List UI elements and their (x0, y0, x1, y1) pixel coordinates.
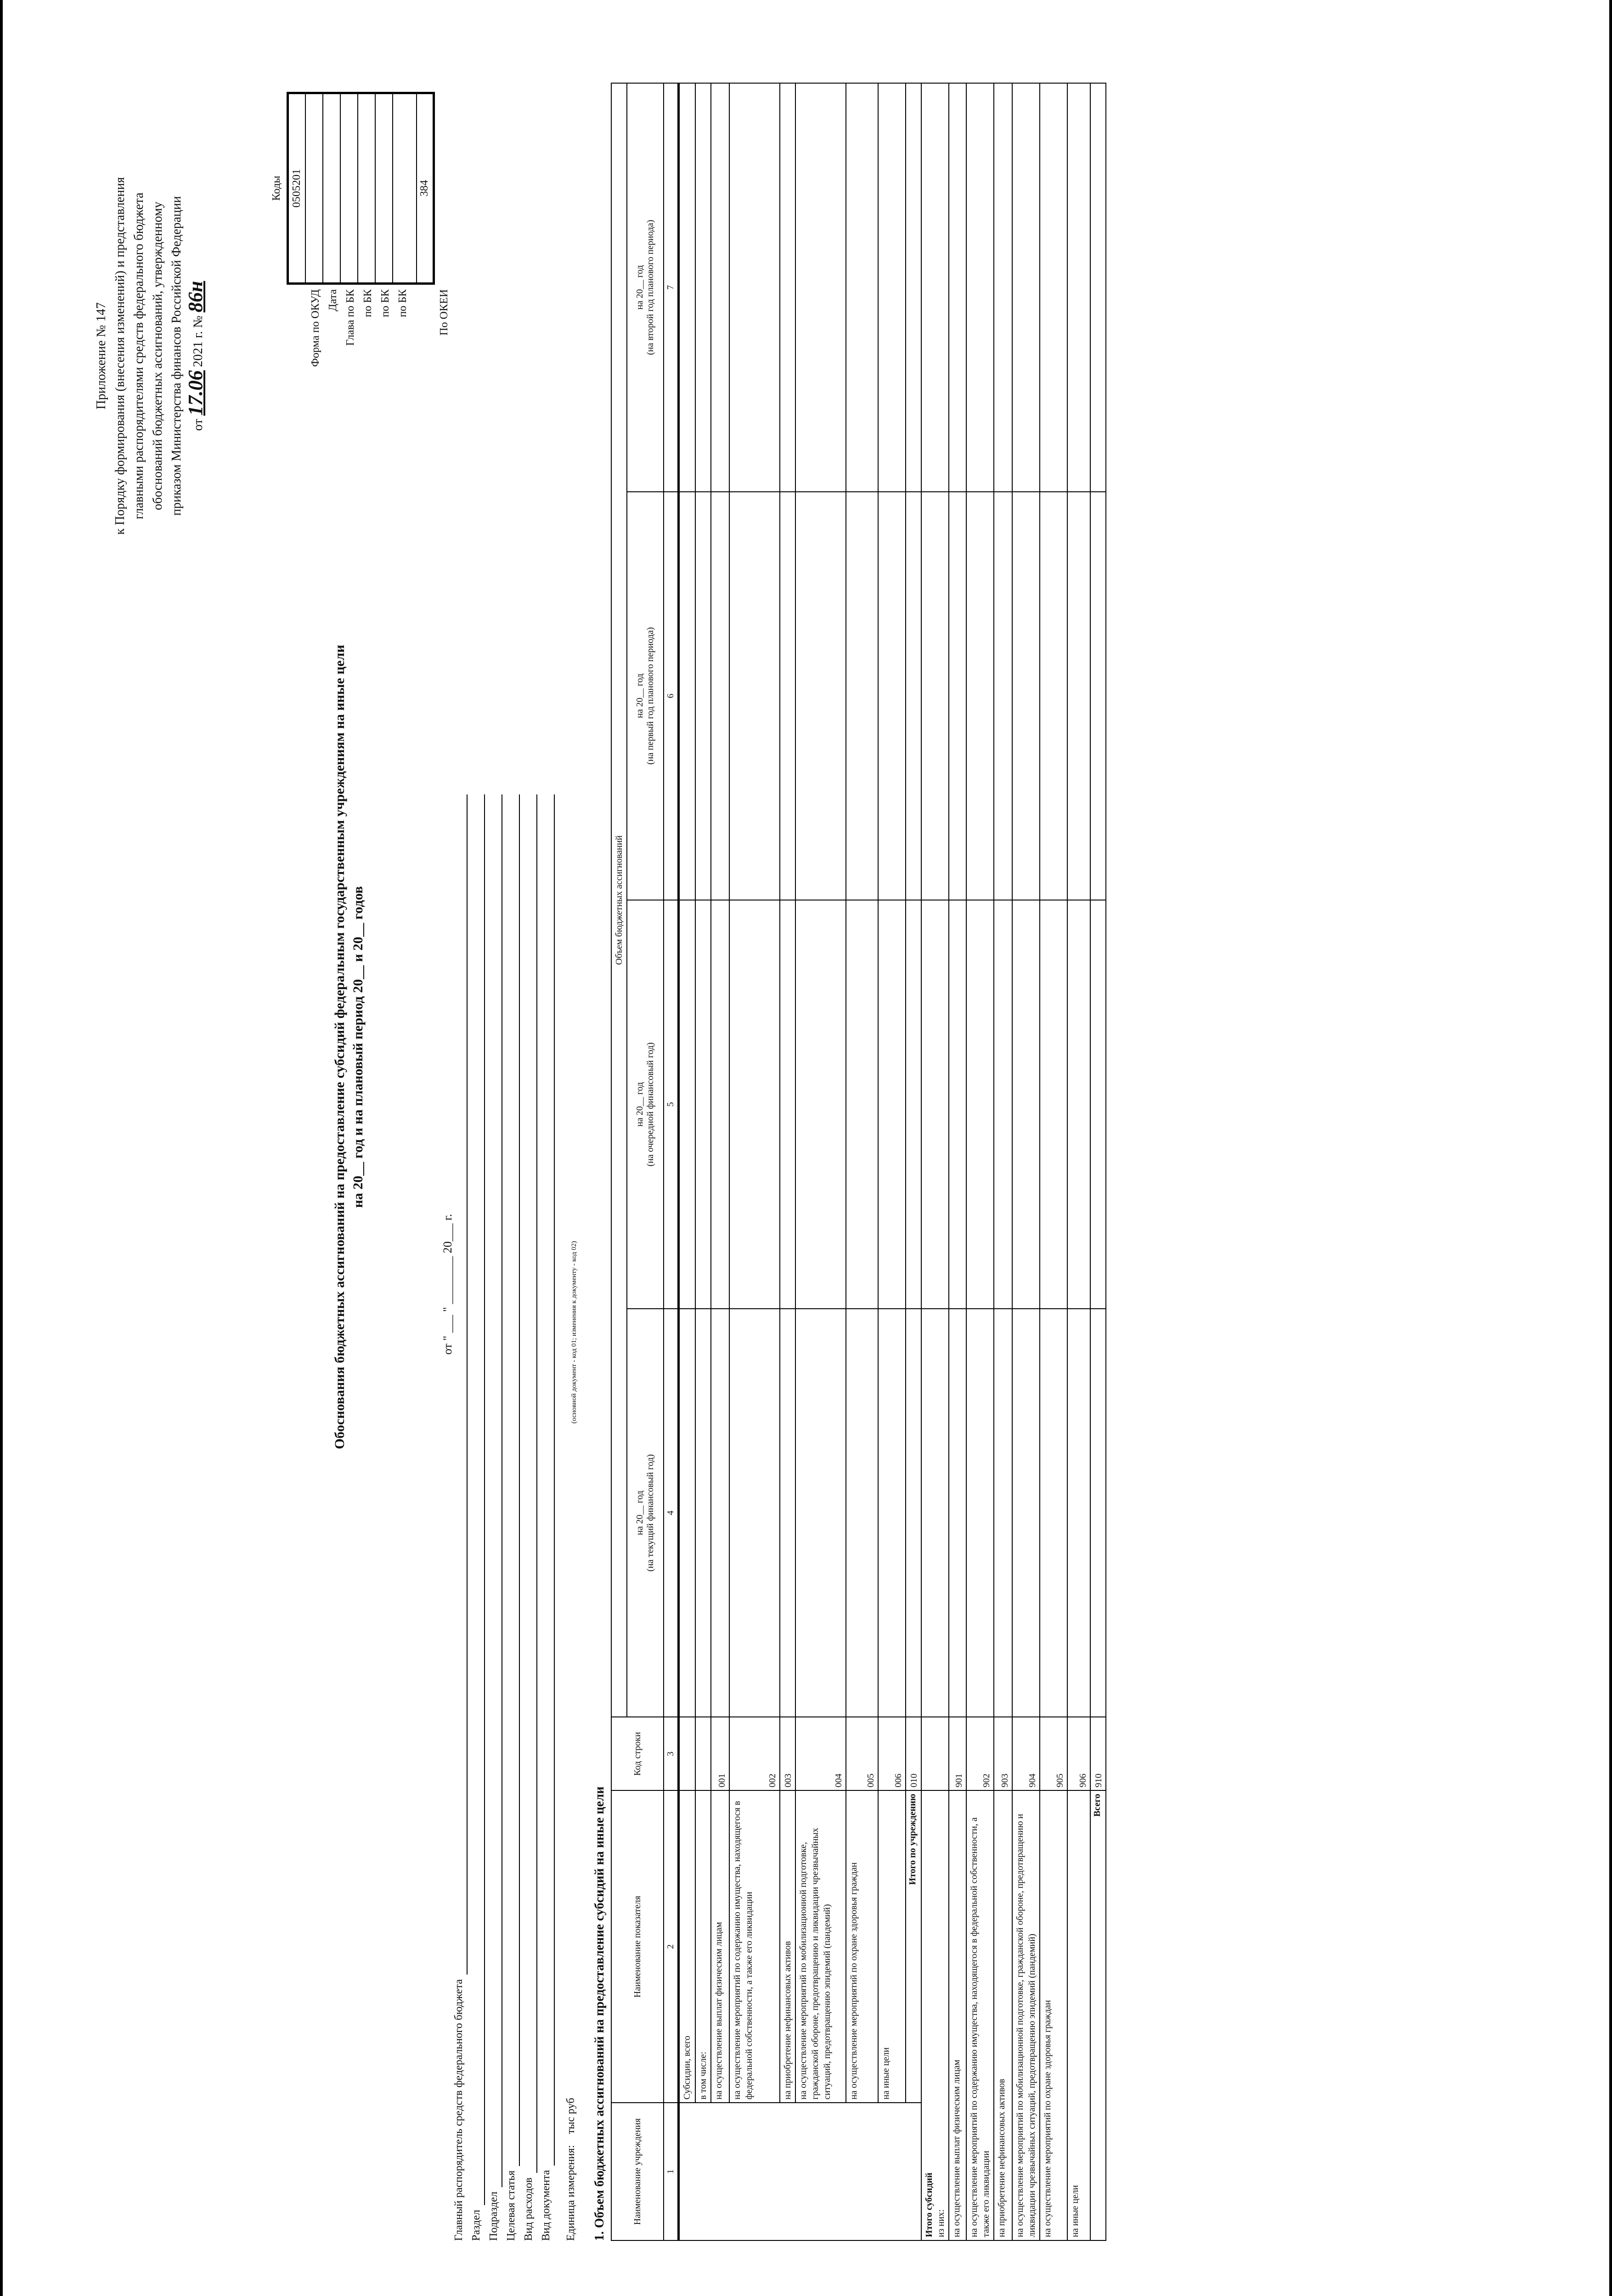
code-bk (375, 93, 393, 284)
header-field: Целевая статья (502, 1667, 520, 2241)
header-field: Главный распорядитель средств федерального бюджета (450, 1667, 468, 2241)
table-row: Субсидии, всего (679, 83, 695, 2240)
code-okud: 0505201 (288, 93, 305, 284)
header-fields (450, 1667, 555, 2241)
rotated-form-page (83, 83, 1534, 2250)
table-row: на осуществление мероприятий по мобилизационной подготовке, гражданской обороне, предотвращению и ликвидации чрезвычайных ситуаций, предотвращению эпидемий (пандемий) 004 (795, 83, 846, 2240)
col-head-year: на 20__ год (на текущий финансовый год) (627, 1309, 664, 1717)
code-label: По ОКЕИ (438, 289, 450, 336)
handwritten-number: 86н (184, 281, 207, 313)
header-field-lines (450, 794, 555, 1667)
code-label (411, 289, 435, 427)
code-blank (393, 93, 417, 284)
field-line (468, 794, 485, 1667)
codes-box (266, 92, 435, 285)
code-label: по БК (379, 289, 391, 317)
institution-name-cell[interactable] (679, 2103, 921, 2240)
code-bk (340, 93, 358, 284)
code-label: Глава по БК (344, 289, 356, 346)
section-title: 1. Объем бюджетных ассигнований на предоставление субсидий на иные цели (592, 1786, 607, 2241)
code-bk (358, 93, 375, 284)
codes-table (287, 92, 435, 285)
grand-total-row: Всего 910 (1090, 83, 1106, 2240)
summary-row: на осуществление мероприятий по мобилизационной подготовке, гражданской обороне, предотвращению и ликвидации чрезвычайных ситуаций, предотвращению эпидемий (пандемий) 904 (1012, 83, 1040, 2240)
table-row: на осуществление мероприятий по охране здоровья граждан 005 (846, 83, 878, 2240)
table-row: на осуществление мероприятий по содержанию имущества, находящегося в федеральной собственности, а также его ликвидации 002 (729, 83, 780, 2240)
appendix-block (92, 92, 208, 620)
summary-row: на осуществление выплат физическим лицам 901 (949, 83, 966, 2240)
unit-of-measure: Единица измерения: тыс руб (565, 2098, 577, 2241)
appendix-date: от 17.06 2021 г. № 86н (184, 281, 207, 431)
table-row: на осуществление выплат физическим лицам 001 (711, 83, 729, 2240)
appendix-line: обоснований бюджетных ассигнований, утвержденному (151, 202, 165, 510)
col-head-indicator: Наименование показателя (611, 1790, 664, 2103)
code-label: Дата (327, 289, 339, 311)
col-head-year: на 20__ год (на очередной финансовый год) (627, 900, 664, 1309)
header-field: Подраздел (485, 1667, 502, 2241)
summary-row: на приобретение нефинансовых активов 903 (994, 83, 1012, 2240)
code-okei: 384 (417, 93, 434, 284)
field-line (450, 794, 468, 1667)
appendix-line: приказом Министерства финансов Российской Федерации (169, 196, 184, 516)
summary-row: на осуществление мероприятий по содержанию имущества, находящегося в федеральной собственности, а также его ликвидации 902 (966, 83, 994, 2240)
summary-row: на осуществление мероприятий по охране здоровья граждан 905 (1040, 83, 1067, 2240)
summary-row: на иные цели 906 (1067, 83, 1090, 2240)
appendix-line: главными распорядителями средств федерального бюджета (132, 192, 146, 519)
code-glava (323, 93, 340, 284)
header-field: Вид документа (537, 1667, 555, 2241)
subsidy-table (611, 83, 1106, 2241)
col-head-year: на 20__ год (на первый год планового периода) (627, 492, 664, 900)
document-date-line: от " ___ " ________ 20___ г. (441, 1214, 454, 1355)
codes-labels (307, 289, 453, 427)
col-head-year: на 20__ год (на второй год планового периода) (627, 83, 664, 492)
header-field: Вид расходов (520, 1667, 537, 2241)
code-label: по БК (397, 289, 409, 317)
field-line (537, 794, 555, 1667)
code-date (305, 93, 323, 284)
form-title: Обоснования бюджетных ассигнований на предоставление субсидий федеральным государственным учреждениям на иные цели на 20__ год и на плановый период 20__ и 20__ годов (332, 645, 366, 1449)
table-row: на иные цели 006 (878, 83, 906, 2240)
col-head-code: Код строки (611, 1717, 664, 1790)
field-line (502, 794, 520, 1667)
code-label: по БК (362, 289, 374, 317)
table-row: на приобретение нефинансовых активов 003 (780, 83, 795, 2240)
code-label: Форма по ОКУД (310, 289, 321, 367)
field-line (520, 794, 537, 1667)
col-head-volume: Объем бюджетных ассигнований (611, 83, 627, 1717)
summary-title-row: Итого субсидий из них: (921, 83, 949, 2240)
header-field: Раздел (468, 1667, 485, 2241)
subtotal-row: Итого по учреждению 010 (906, 83, 921, 2240)
appendix-line: к Порядку формирования (внесения изменений) и представления (113, 177, 127, 535)
column-number-row: 1 2 3 4 5 6 7 (664, 83, 679, 2240)
handwritten-date: 17.06 (184, 370, 207, 416)
document-type-note: (основной документ - код 01; изменения к документу - код 02) (570, 1241, 578, 1424)
col-head-institution: Наименование учреждения (611, 2103, 664, 2240)
table-row: в том числе: (695, 83, 711, 2240)
field-line (485, 794, 502, 1667)
codes-header: Коды (271, 175, 282, 201)
appendix-line: Приложение № 147 (94, 302, 108, 410)
